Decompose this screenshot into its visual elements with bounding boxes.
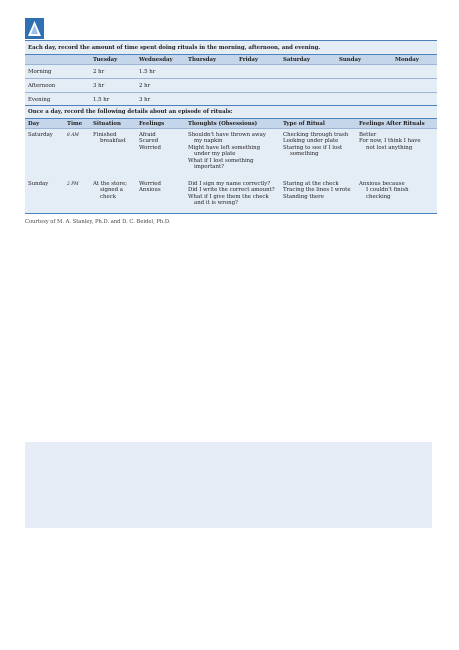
entry-situation-line: At the store; (93, 181, 127, 187)
time-cell: 2 hr (139, 83, 151, 89)
entry-ritual-line: Standing there (283, 193, 324, 200)
day-header-friday: Friday (239, 57, 259, 63)
entry-ritual-line: something (290, 151, 319, 158)
row-label-afternoon: Afternoon (28, 83, 56, 89)
entry-situation-line: check (100, 193, 116, 200)
section2-title: Once a day, record the following details about an episode of rituals: (28, 109, 233, 115)
entry-situation-line: breakfast (100, 138, 126, 145)
entry-ritual-line: Checking through trash (283, 132, 349, 138)
entry-feeling: Worried (139, 144, 161, 151)
entry-after-line: For now, I think I have (359, 138, 421, 145)
entry-ritual-line: Tracing the lines I wrote (283, 187, 351, 194)
col-header-day: Day (28, 121, 40, 127)
day-header-sunday: Sunday (339, 57, 362, 63)
entry-thought-line: important? (194, 164, 225, 170)
time-cell: 2 hr (93, 69, 105, 75)
day-header-thursday: Thursday (188, 57, 217, 63)
entry-feeling: Worried (139, 181, 161, 187)
entry-after-line: not lost anything (366, 144, 413, 151)
entry-thought-line: What if I give them the check (188, 193, 269, 200)
entry-thought-line: What if I lost something (188, 157, 254, 164)
row-label-evening: Evening (28, 97, 51, 103)
entry-thought-line: my napkin (194, 138, 223, 145)
entry-thought-line: under my plate (194, 151, 236, 158)
day-header-band (25, 55, 437, 64)
time-cell: 1.5 hr (139, 69, 156, 75)
col-header-ritual-type: Type of Ritual (283, 121, 325, 127)
day-header-saturday: Saturday (283, 57, 311, 63)
day-header-tuesday: Tuesday (93, 57, 118, 63)
triangle-logo-icon (25, 18, 44, 39)
entry-time: 8 AM (67, 133, 79, 138)
entry-feeling: Anxious (139, 187, 161, 194)
time-cell: 3 hr (139, 97, 151, 103)
entry-thought-line: and it is wrong? (194, 200, 238, 207)
entry-ritual-line: Staring to see if I lost (283, 144, 343, 151)
entry-feeling: Afraid (139, 132, 156, 138)
entry-situation-line: signed a (100, 187, 123, 194)
col-header-situation: Situation (93, 121, 121, 127)
time-cell: 1.5 hr (93, 97, 110, 103)
col-header-thoughts: Thoughts (Obsessions) (188, 121, 258, 127)
day-header-monday: Monday (395, 57, 419, 63)
entry-day: Sunday (28, 181, 49, 187)
credit-line: Courtesy of M. A. Stanley, Ph.D. and D. C. Beidel, Ph.D. (25, 219, 171, 225)
empty-shaded-panel (25, 442, 432, 528)
entry-after-line: checking (366, 193, 391, 200)
ritual-record-form (25, 40, 437, 214)
entry-after-line: Better (359, 132, 377, 138)
entry-thought-line: Might have left something (188, 144, 261, 151)
entry-thought-line: Did I sign my name correctly? (188, 181, 271, 187)
entry-situation-line: Finished (93, 132, 117, 138)
col-header-feelings: Feelings (139, 121, 165, 127)
entry-ritual-line: Staring at the check (283, 181, 339, 187)
entry-thought-line: Shouldn't have thrown away (188, 132, 266, 138)
col-header-feelings-after: Feelings After Rituals (359, 121, 425, 127)
day-header-wednesday: Wednesday (139, 57, 173, 63)
entry-feeling: Scared (139, 138, 159, 145)
time-cell: 3 hr (93, 83, 105, 89)
entry-day: Saturday (28, 132, 53, 138)
row-label-morning: Morning (28, 69, 52, 75)
entry-time: 2 PM (67, 182, 79, 187)
col-header-time: Time (67, 121, 83, 127)
entry-ritual-line: Looking under plate (283, 138, 339, 145)
entry-after-line: Anxious because (359, 181, 405, 187)
section1-title: Each day, record the amount of time spent doing rituals in the morning, afternoon, and evening. (28, 45, 321, 51)
entry-after-line: I couldn't finish (366, 187, 409, 194)
entry-thought-line: Did I write the correct amount? (188, 187, 275, 194)
